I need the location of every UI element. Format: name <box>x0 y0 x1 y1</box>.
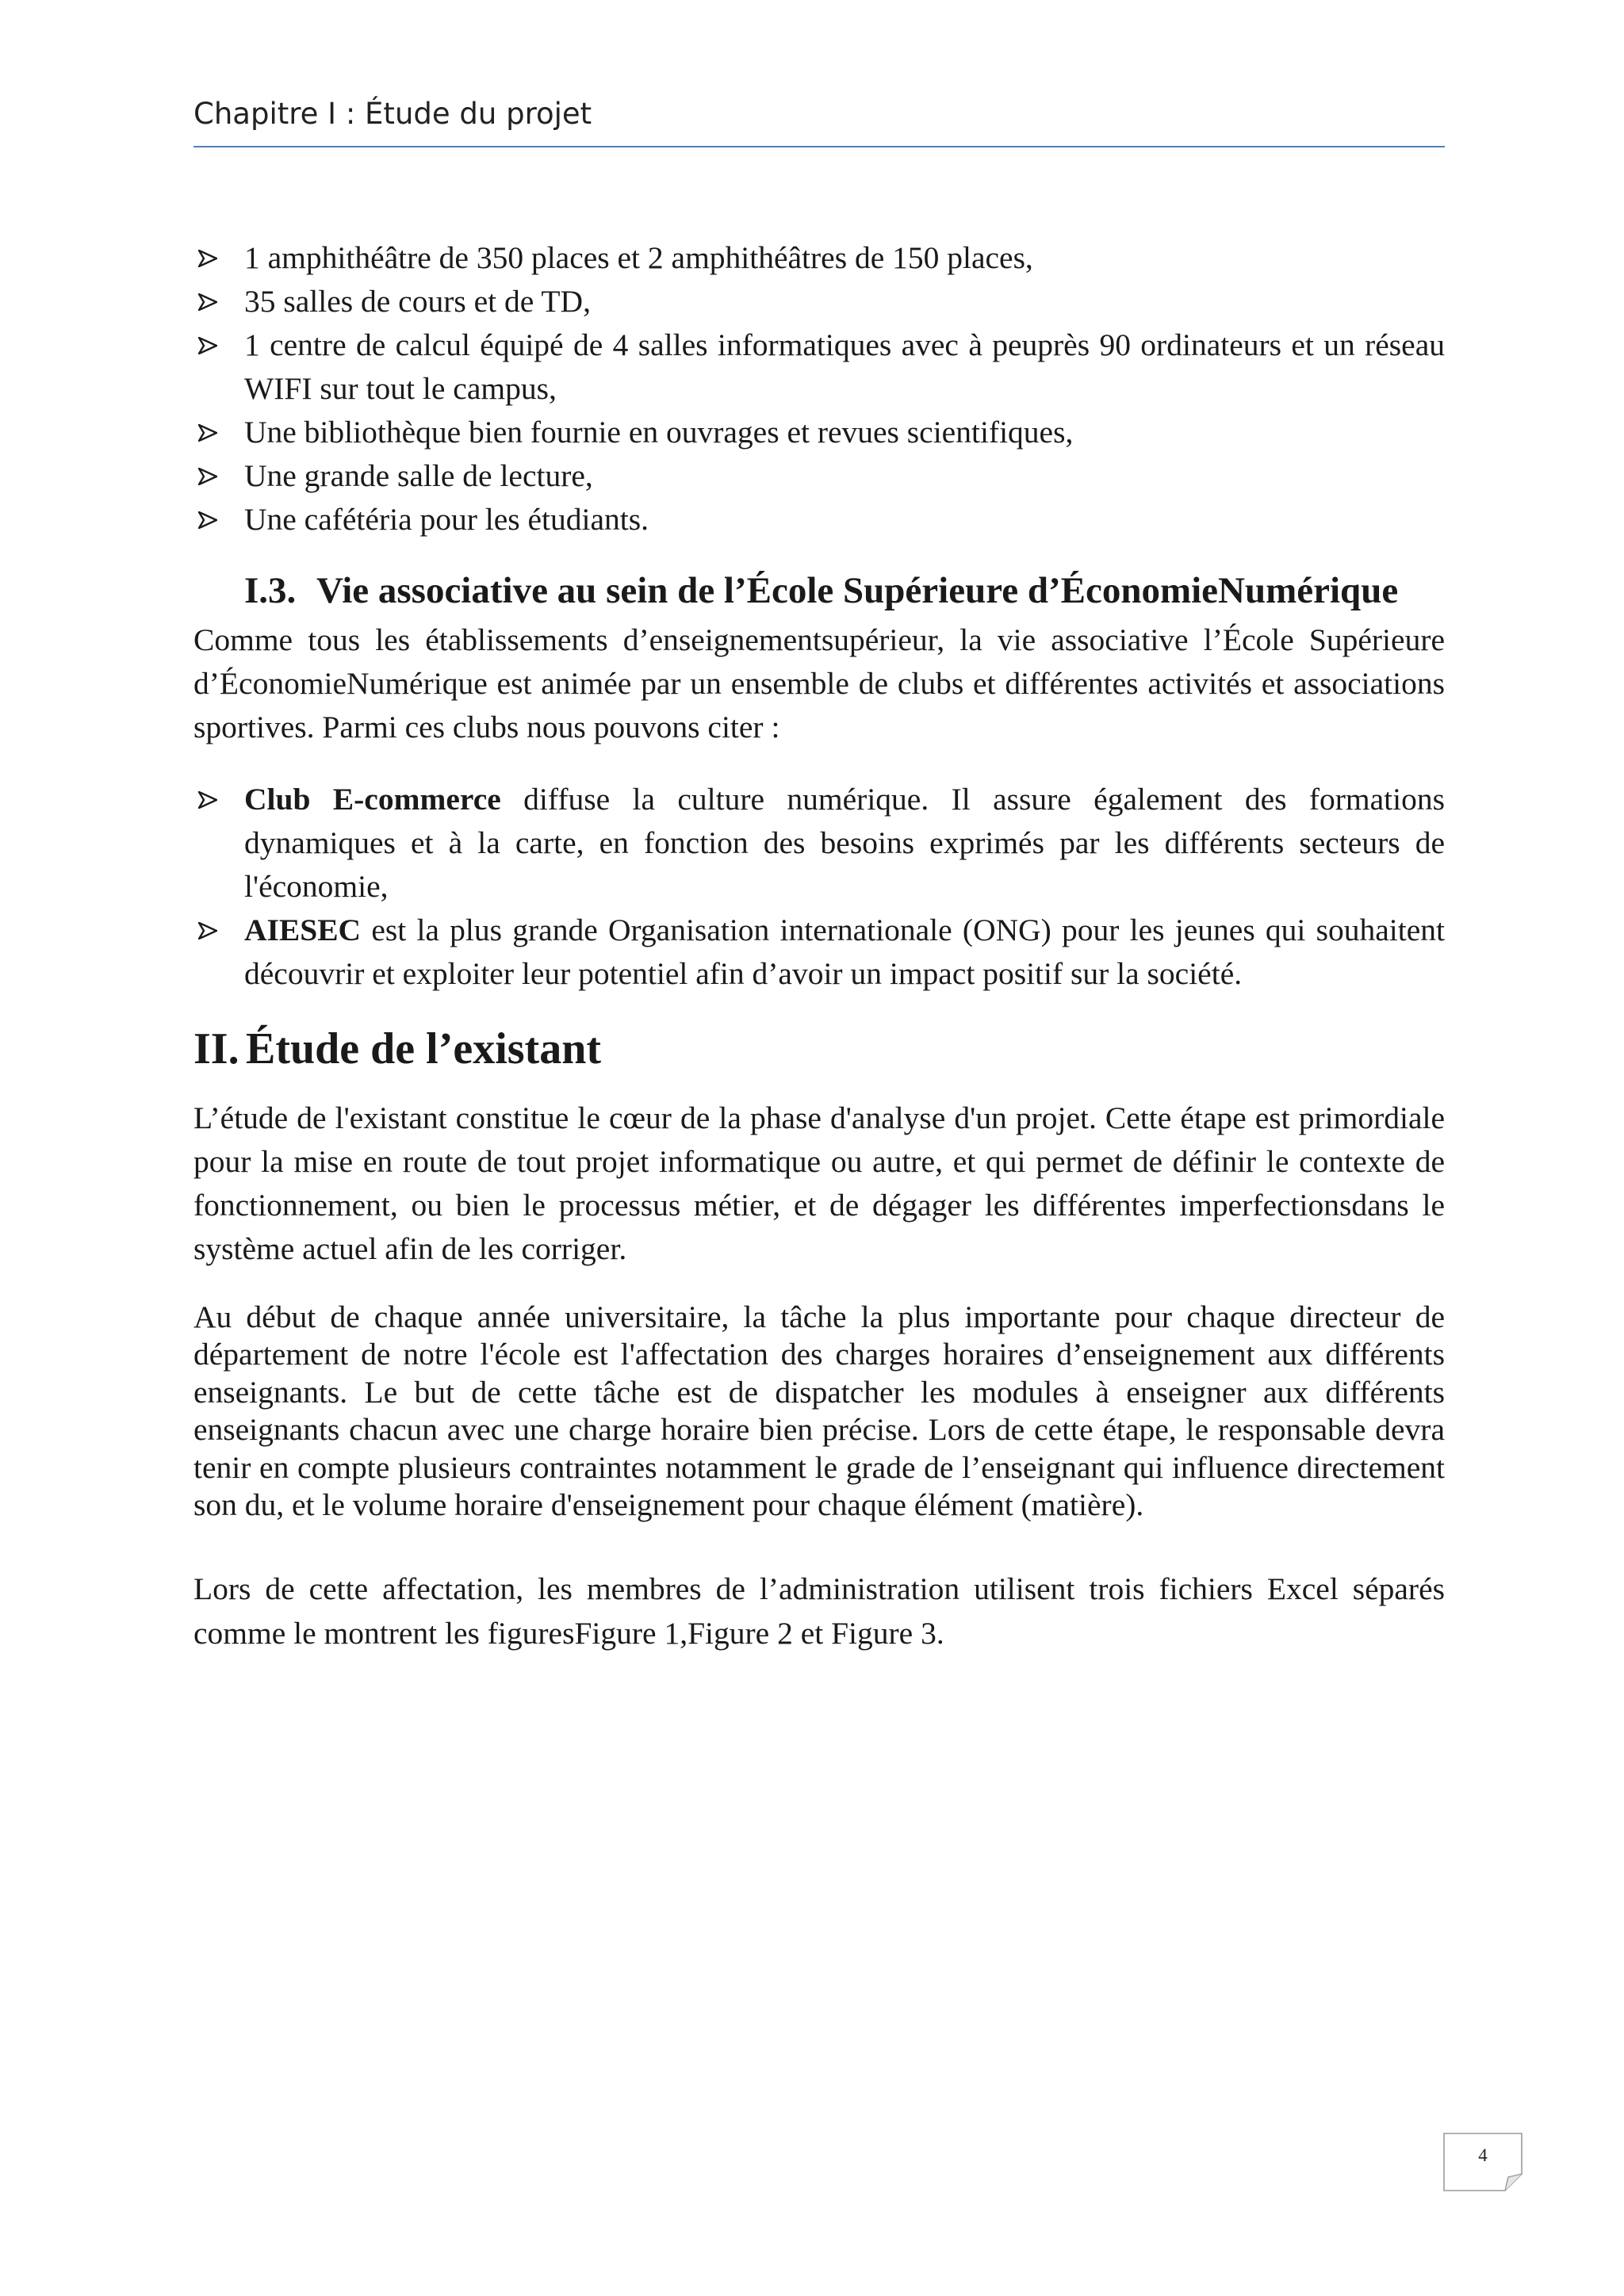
list-item <box>193 454 1445 498</box>
list-item-text: Une cafétéria pour les étudiants. <box>244 502 649 537</box>
header-rule <box>193 146 1445 147</box>
list-item <box>193 909 1445 996</box>
section-ii-paragraph-2: Au début de chaque année universitaire, la tâche la plus importante pour chaque directeur de département de notre l'école est l'affectation des charges horaires d’enseignement aux différents enseignants. Le but de cette tâche est de dispatcher les modules à enseigner aux différents enseignants chacun avec une charge horaire bien précise. Lors de cette étape, le responsable devra tenir en compte plusieurs contraintes notamment le grade de l’enseignant qui influence directement son du, et le volume horaire d'enseignement pour chaque élément (matière). <box>193 1299 1445 1523</box>
list-item <box>193 236 1445 280</box>
section-ii-paragraph-1: L’étude de l'existant constitue le cœur de la phase d'analyse d'un projet. Cette étape est primordiale pour la mise en route de tout projet informatique ou autre, et qui permet de définir le contexte de fonctionnement, ou bien le processus métier, et de dégager les différentes imperfectionsdans le système actuel afin de les corriger. <box>193 1100 1445 1266</box>
list-item-text: Une bibliothèque bien fournie en ouvrages et revues scientifiques, <box>244 415 1074 450</box>
club-description: est la plus grande Organisation internationale (ONG) pour les jeunes qui souhaitent découvrir et exploiter leur potentiel afin d’avoir un impact positif sur la société. <box>244 913 1445 991</box>
section-heading-i3 <box>244 563 1398 618</box>
section-title: Vie associative au sein de l’École Supérieure d’ÉconomieNumérique <box>316 570 1399 611</box>
section-title: Étude de l’existant <box>246 1024 601 1073</box>
section-ii-paragraph-3: Lors de cette affectation, les membres de l’administration utilisent trois fichiers Excel séparés comme le montrent les figuresFigure 1,Figure 2 et Figure 3. <box>193 1571 1445 1651</box>
clubs-list-block <box>193 778 1445 996</box>
list-item <box>193 498 1445 541</box>
section-heading-ii <box>193 1017 601 1081</box>
facilities-list <box>193 236 1445 541</box>
list-item-text: Une grande salle de lecture, <box>244 458 593 493</box>
section-number: II. <box>193 1024 239 1073</box>
list-item-text: 35 salles de cours et de TD, <box>244 284 591 319</box>
facilities-list-block <box>193 236 1445 541</box>
club-name: AIESEC <box>244 913 362 947</box>
section-i3-intro: Comme tous les établissements d’enseignementsupérieur, la vie associative l’École Supérieure d’ÉconomieNumérique est animée par un ensemble de clubs et différentes activités et associations sportives. Parmi ces clubs nous pouvons citer : <box>193 622 1445 744</box>
list-item <box>193 323 1445 411</box>
clubs-list <box>193 778 1445 996</box>
club-name: Club E-commerce <box>244 782 501 817</box>
page-number-box <box>1443 2133 1522 2191</box>
list-item-text: 1 amphithéâtre de 350 places et 2 amphithéâtres de 150 places, <box>244 240 1033 275</box>
list-item <box>193 411 1445 454</box>
list-item <box>193 778 1445 909</box>
section-number: I.3. <box>244 570 297 611</box>
list-item-text: 1 centre de calcul équipé de 4 salles informatiques avec à peuprès 90 ordinateurs et un réseau WIFI sur tout le campus, <box>244 327 1445 406</box>
running-header: Chapitre I : Étude du projet <box>193 97 592 131</box>
page-number: 4 <box>1478 2145 1488 2165</box>
list-item <box>193 280 1445 323</box>
club-description: diffuse la culture numérique. Il assure également des formations dynamiques et à la carte, en fonction des besoins exprimés par les différents secteurs de l'économie, <box>244 782 1445 904</box>
